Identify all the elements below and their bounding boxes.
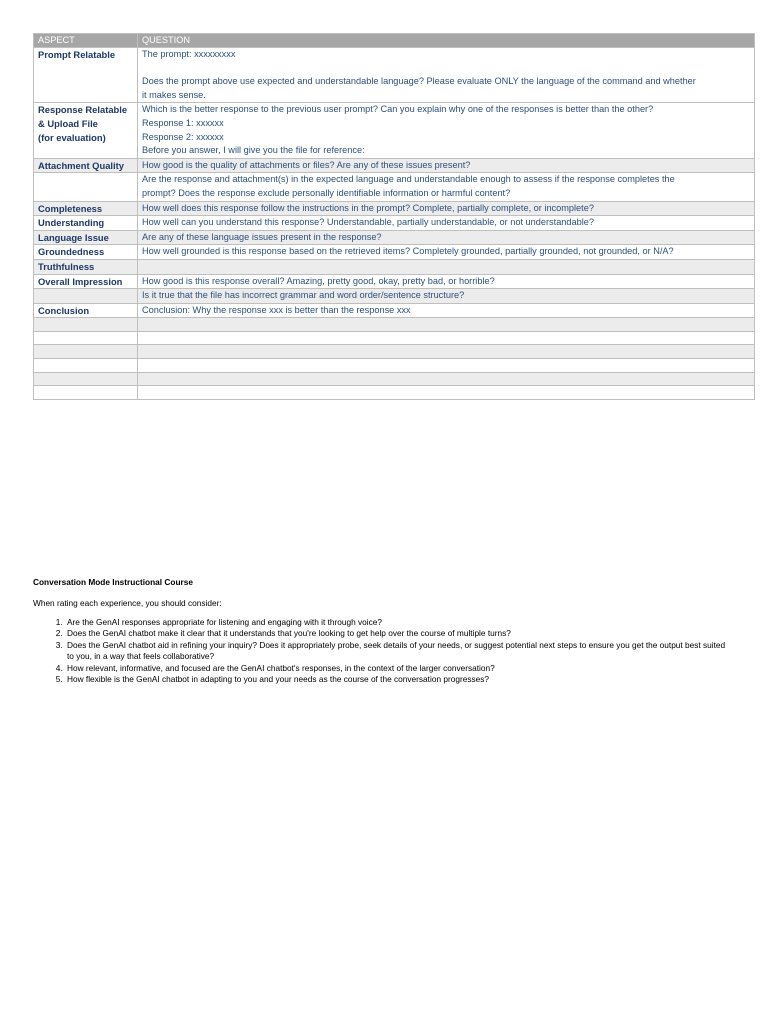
table-row (34, 103, 755, 158)
course-list (33, 617, 733, 685)
empty-cell (138, 372, 755, 386)
question-text: How good is the quality of attachments or files? Are any of these issues present? (142, 159, 471, 170)
aspect-text: Response Relatable (38, 104, 128, 116)
empty-cell (138, 318, 755, 332)
table-row (34, 201, 755, 216)
aspect-text: Prompt Relatable (38, 49, 116, 60)
empty-cell (34, 386, 138, 400)
aspect-cell (34, 48, 138, 103)
question-cell (138, 216, 755, 231)
question-text: Is it true that the file has incorrect grammar and word order/sentence structure? (142, 290, 465, 301)
table-body (34, 48, 755, 400)
question-cell (138, 48, 755, 103)
question-text: How good is this response overall? Amazing, pretty good, okay, pretty bad, or horrible? (142, 275, 495, 286)
question-text: How well does this response follow the instructions in the prompt? Complete, partially complete, or incomplete? (142, 202, 594, 213)
question-cell (138, 158, 755, 173)
empty-cell (138, 331, 755, 345)
empty-cell (138, 359, 755, 373)
course-list-item: 4. How relevant, informative, and focused are the GenAI chatbot's responses, in the context of the larger conversation? (65, 663, 733, 674)
question-text (142, 62, 750, 76)
empty-table-row (34, 318, 755, 332)
empty-table-row (34, 372, 755, 386)
empty-cell (34, 318, 138, 332)
empty-cell (34, 372, 138, 386)
course-list-item: 2. Does the GenAI chatbot make it clear that it understands that you're looking to get help over the course of multiple turns? (65, 628, 733, 639)
aspect-column-header: ASPECT (34, 34, 138, 48)
table-header-row (34, 34, 755, 48)
aspect-cell (34, 158, 138, 173)
table-row (34, 158, 755, 173)
question-text: prompt? Does the response exclude personally identifiable information or harmful content? (142, 187, 511, 198)
question-text: Are the response and attachment(s) in the expected language and understandable enough to assess if the response completes the (142, 174, 675, 185)
table-row (34, 216, 755, 231)
question-text: Does the prompt above use expected and understandable language? Please evaluate ONLY the language of the command and whether (142, 76, 696, 87)
aspect-cell (34, 201, 138, 216)
aspect-text: Language Issue (38, 231, 109, 243)
question-cell (138, 173, 755, 201)
aspect-cell (34, 274, 138, 289)
aspect-text: Attachment Quality (38, 159, 124, 171)
course-title: Conversation Mode Instructional Course (33, 577, 193, 587)
table-row (34, 173, 755, 201)
aspect-cell (34, 173, 138, 201)
aspect-cell (34, 259, 138, 274)
empty-table-row (34, 345, 755, 359)
empty-cell (138, 386, 755, 400)
table-row (34, 259, 755, 274)
table-row (34, 303, 755, 318)
question-text: How well grounded is this response based on the retrieved items? Completely grounded, partially grounded, not grounded, or N/A? (142, 246, 674, 257)
instructional-course-section (33, 576, 733, 685)
aspect-cell (34, 103, 138, 158)
aspect-text: Conclusion (38, 304, 90, 316)
question-text: Response 1: xxxxxx (142, 117, 224, 128)
aspect-text (38, 173, 133, 187)
aspect-text: Groundedness (38, 246, 105, 258)
table-row (34, 48, 755, 103)
table-row (34, 289, 755, 304)
course-intro: When rating each experience, you should consider: (33, 598, 222, 608)
empty-table-row (34, 331, 755, 345)
question-text: Conclusion: Why the response xxx is better than the response xxx (142, 304, 411, 315)
question-cell (138, 274, 755, 289)
table-row (34, 230, 755, 245)
empty-cell (138, 345, 755, 359)
aspect-cell (34, 303, 138, 318)
question-cell (138, 303, 755, 318)
question-cell (138, 103, 755, 158)
evaluation-table (33, 33, 755, 400)
question-cell (138, 259, 755, 274)
aspect-text: & Upload File (38, 117, 98, 129)
table-row (34, 245, 755, 260)
empty-cell (34, 331, 138, 345)
question-text: Before you answer, I will give you the file for reference: (142, 145, 365, 156)
question-text (142, 260, 750, 274)
aspect-text: Overall Impression (38, 275, 123, 287)
aspect-cell (34, 289, 138, 304)
question-cell (138, 230, 755, 245)
question-text: Response 2: xxxxxx (142, 131, 224, 142)
aspect-text: Understanding (38, 217, 105, 229)
empty-cell (34, 359, 138, 373)
question-cell (138, 245, 755, 260)
table-row (34, 274, 755, 289)
empty-table-row (34, 359, 755, 373)
aspect-cell (34, 216, 138, 231)
aspect-cell (34, 230, 138, 245)
question-cell (138, 289, 755, 304)
question-text: How well can you understand this response? Understandable, partially understandable, or not understandable? (142, 217, 595, 228)
question-text: it makes sense. (142, 89, 206, 100)
question-text: Are any of these language issues present in the response? (142, 231, 382, 242)
question-text: The prompt: xxxxxxxxx (142, 49, 236, 59)
question-column-header: QUESTION (138, 34, 755, 48)
aspect-text: Truthfulness (38, 260, 95, 272)
course-list-item: 5. How flexible is the GenAI chatbot in adapting to you and your needs as the course of the conversation progresses? (65, 674, 733, 685)
course-list-item: 3. Does the GenAI chatbot aid in refining your inquiry? Does it appropriately probe, seek details of your needs, or suggest potential next steps to ensure you get the output best suited to you, in a way that feels collaborative? (65, 640, 733, 663)
aspect-text: Completeness (38, 202, 103, 214)
aspect-cell (34, 245, 138, 260)
question-cell (138, 201, 755, 216)
empty-table-row (34, 386, 755, 400)
question-text: Which is the better response to the previous user prompt? Can you explain why one of the responses is better than the other? (142, 104, 654, 115)
empty-cell (34, 345, 138, 359)
aspect-text (38, 289, 133, 303)
course-list-item: 1. Are the GenAI responses appropriate for listening and engaging with it through voice? (65, 617, 733, 628)
aspect-text: (for evaluation) (38, 131, 106, 143)
